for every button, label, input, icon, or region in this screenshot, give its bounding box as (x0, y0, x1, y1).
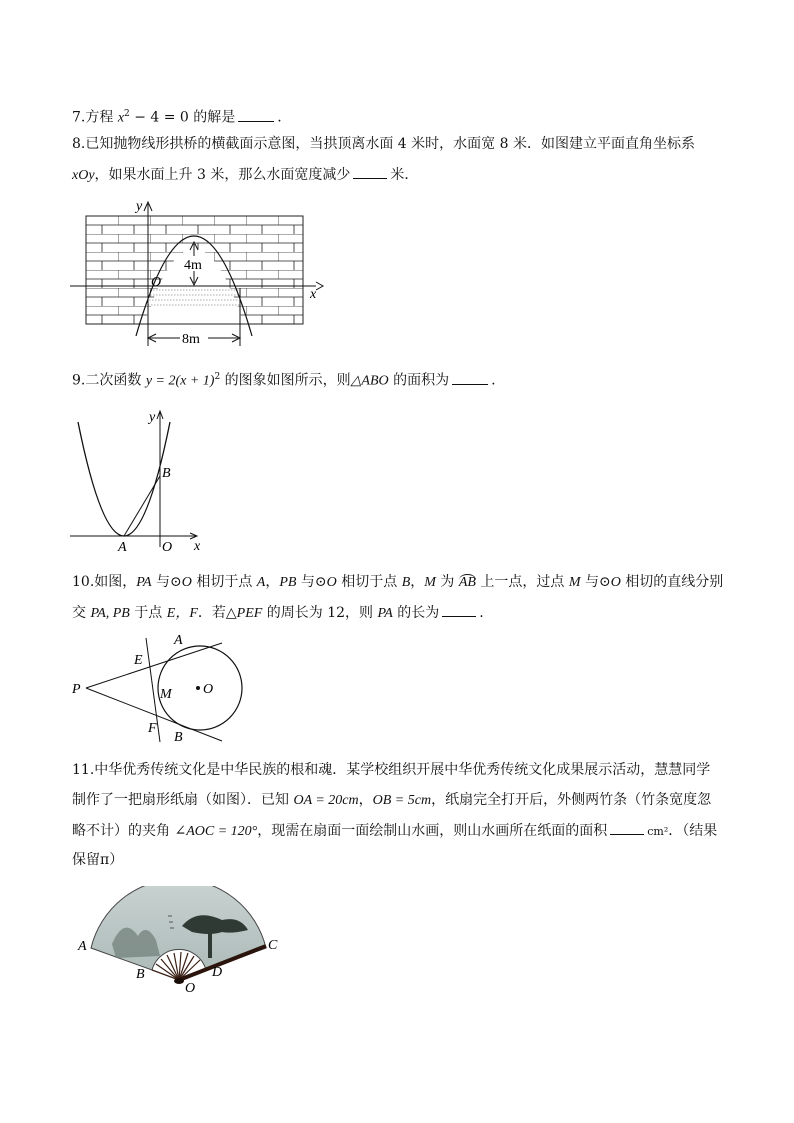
q7-eq-var: x (117, 110, 125, 126)
q11-line3-a: 略不计）的夹角 ∠ (72, 823, 187, 839)
q10-line2-tri: PEF (236, 606, 263, 621)
point-b-label: B (162, 466, 171, 481)
q7-end: . (277, 109, 282, 126)
point-a-label: A (174, 633, 183, 648)
point-p-label: P (72, 682, 81, 697)
q10-text-f: 相切于点 (336, 574, 402, 590)
circle-tangent-figure (66, 628, 256, 750)
q8-number: 8. (72, 136, 86, 152)
q8-line1: 已知抛物线形拱桥的横截面示意图，当拱顶离水面 4 米时，水面宽 8 米．如图建立平面直角坐标系 (85, 136, 695, 152)
q10-text-j: 与⊙ (580, 574, 611, 590)
question-10-line1 (72, 572, 723, 593)
q10-line2-pa: PA (377, 606, 393, 621)
question-11-line1 (72, 760, 710, 780)
fan-pivot (174, 978, 184, 984)
parabola-figure (66, 402, 216, 554)
q10-text-a: 如图， (94, 574, 137, 590)
point-e-label: E (134, 653, 143, 668)
q9-mid: 的图象如图所示，则 (220, 372, 351, 389)
q7-answer-blank[interactable] (238, 107, 274, 122)
q10-line2-a: 交 (72, 605, 91, 621)
q11-answer-blank[interactable] (610, 820, 644, 835)
question-11-line4 (72, 850, 123, 870)
q7-eq-rest: − 4 = 0 (129, 109, 189, 126)
bridge-figure (66, 196, 336, 352)
segment-ab (124, 476, 160, 536)
tangent-pa (86, 643, 222, 688)
q10-text-c: 相切于点 (191, 574, 257, 590)
q8-line2-pre: ，如果水面上升 3 米，那么水面宽度减少 (94, 167, 351, 183)
q10-pb: PB (279, 575, 297, 590)
center-dot (196, 686, 200, 690)
q11-line2-c: ，纸扇完全打开后，外侧两竹条（竹条宽度忽 (431, 792, 712, 808)
q10-text-d: ， (265, 574, 280, 590)
point-o-label: O (185, 981, 196, 996)
q10-text-h: 为 (435, 574, 459, 590)
question-8-line1 (72, 134, 695, 154)
q11-aoc: AOC = 120° (186, 824, 258, 839)
point-o-label: O (203, 682, 214, 697)
q10-text-k: 相切的直线分别 (620, 574, 724, 590)
origin-label: O (162, 540, 173, 554)
point-a-label: A (78, 939, 87, 954)
width-label: 8m (182, 332, 200, 347)
point-f-label: F (148, 721, 157, 736)
q10-number: 10. (72, 574, 95, 590)
q11-line1: 中华优秀传统文化是中华民族的根和魂．某学校组织开展中华优秀传统文化成果展示活动，慧慧同学 (94, 762, 711, 778)
point-a-label: A (118, 540, 127, 554)
q9-number: 9. (72, 372, 86, 389)
q11-number: 11. (72, 762, 95, 778)
q7-eq-exp: 2 (124, 109, 130, 119)
question-7 (72, 104, 282, 129)
point-c-label: C (268, 938, 278, 953)
q11-line2-a: 制作了一把扇形纸扇（如图）．已知 (72, 792, 294, 808)
point-b-label: B (136, 967, 145, 982)
q10-text-g: ， (410, 574, 425, 590)
question-9 (72, 367, 496, 392)
question-8-line2 (72, 164, 418, 186)
question-11-line2 (72, 790, 711, 811)
fan-figure (72, 886, 292, 998)
point-d-label: D (212, 965, 223, 980)
q10-line2-ef: E，F (166, 606, 198, 621)
q10-line2-segs: PA, PB (90, 606, 130, 621)
q10-line2-c: ．若△ (197, 605, 237, 621)
question-11-line3 (72, 820, 717, 842)
q9-func: y = 2(x + 1) (145, 373, 215, 389)
q10-o3: O (610, 575, 621, 590)
q7-pre: 方程 (85, 109, 114, 126)
x-axis-label: x (310, 287, 317, 302)
q10-text-i: 上一点，过点 (475, 574, 569, 590)
q11-line3-c: ．（结果 (668, 823, 718, 839)
q10-arc-ab: AB (458, 575, 476, 590)
point-b-label: B (174, 730, 183, 745)
question-10-line2 (72, 602, 484, 624)
q10-pa: PA (136, 575, 152, 590)
q10-line2-b: 于点 (129, 605, 167, 621)
height-label: 4m (184, 258, 202, 273)
q10-m2: M (568, 575, 581, 590)
q10-o1: O (181, 575, 192, 590)
q10-line2-end: . (479, 605, 484, 621)
q10-m: M (424, 575, 436, 590)
q7-post: 的解是 (193, 109, 236, 126)
q10-a: A (256, 575, 266, 590)
q10-o2: O (326, 575, 337, 590)
q7-number: 7. (72, 109, 86, 126)
q10-answer-blank[interactable] (442, 602, 476, 617)
q8-var: xOy (72, 168, 95, 183)
q10-text-e: 与⊙ (296, 574, 327, 590)
q11-line3-b: ，现需在扇面一面绘制山水画，则山水画所在纸面的面积 (257, 823, 608, 839)
q9-post: 的面积为 (388, 372, 450, 389)
q9-end: . (491, 372, 496, 389)
parabola-curve (78, 422, 170, 536)
q9-triangle: △ABO (350, 373, 389, 389)
point-m-label: M (160, 687, 172, 702)
y-axis-label: y (136, 199, 143, 214)
q11-line4: 保留π） (72, 852, 124, 868)
q10-text-b: 与⊙ (151, 574, 182, 590)
q10-b: B (401, 575, 411, 590)
q9-answer-blank[interactable] (452, 370, 488, 385)
origin-label: O (151, 275, 162, 290)
q10-line2-d: 的周长为 12，则 (262, 605, 378, 621)
q8-line2-post: 米． (390, 167, 419, 183)
q9-pre: 二次函数 (85, 372, 146, 389)
q11-oa: OA = 20cm (293, 793, 359, 808)
q9-func-exp: 2 (214, 372, 221, 382)
q11-line2-b: ， (358, 792, 373, 808)
q10-line2-e: 的长为 (392, 605, 440, 621)
y-axis-label: y (149, 410, 156, 425)
q11-unit: cm² (647, 825, 669, 838)
q8-answer-blank[interactable] (353, 164, 387, 179)
x-axis-label: x (194, 539, 201, 554)
water-lines (148, 290, 242, 305)
q11-ob: OB = 5cm (372, 793, 432, 808)
